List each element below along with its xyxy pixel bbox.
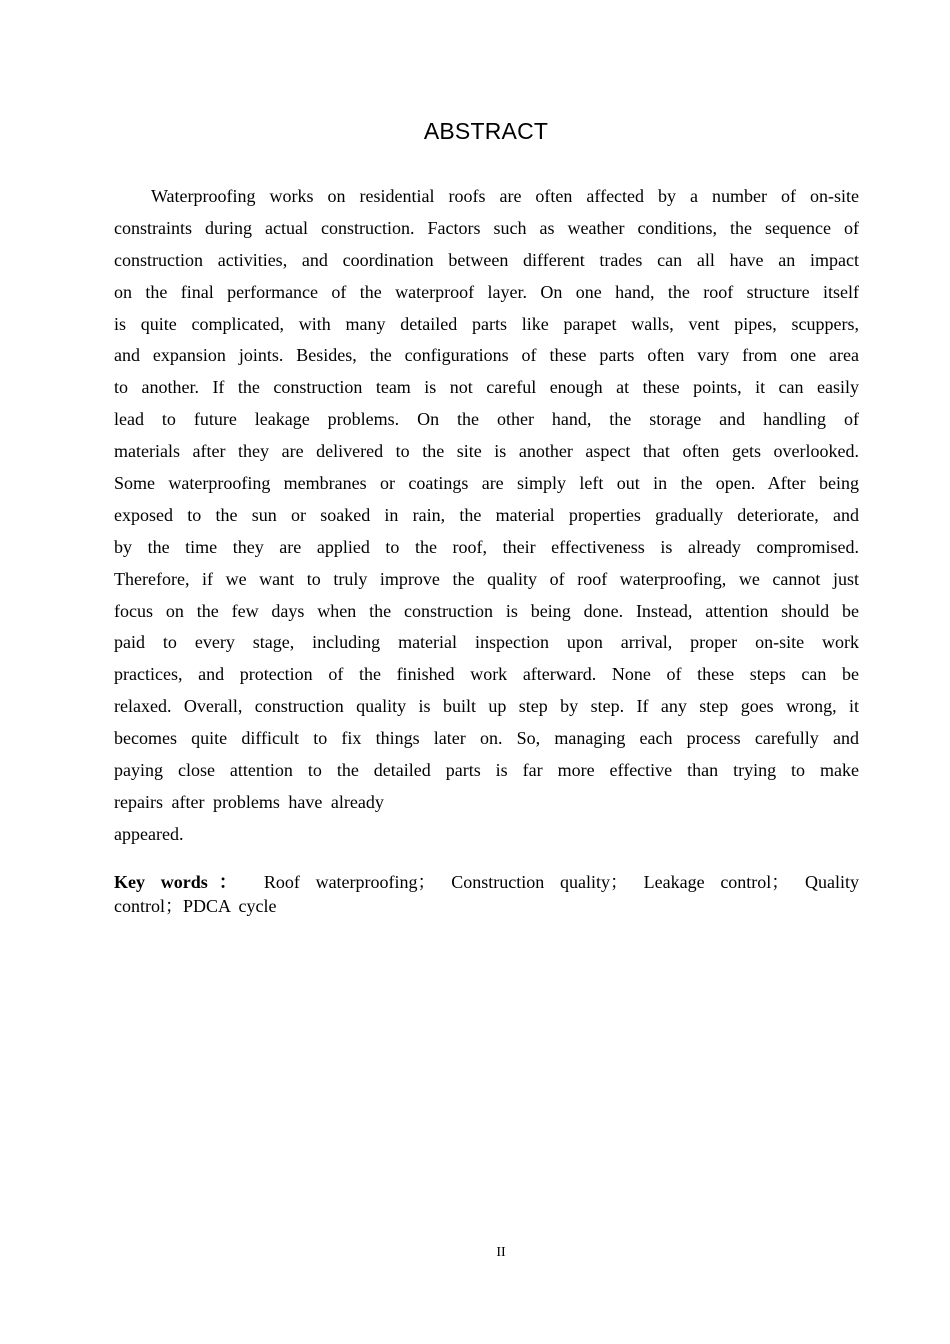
abstract-line: materials after they are delivered to the site is another aspect that often gets overlooked.	[114, 441, 859, 462]
page-number: II	[496, 1245, 506, 1260]
abstract-line: paid to every stage, including material inspection upon arrival, proper on-site work	[114, 632, 859, 653]
abstract-title: ABSTRACT	[423, 118, 549, 144]
keywords-block	[114, 870, 859, 918]
abstract-line: to another. If the construction team is not careful enough at these points, it can easily	[114, 377, 859, 398]
abstract-line: becomes quite difficult to fix things later on. So, managing each process carefully and	[114, 728, 859, 749]
abstract-line: constraints during actual construction. Factors such as weather conditions, the sequence of	[114, 217, 859, 238]
abstract-line: lead to future leakage problems. On the other hand, the storage and handling of	[114, 409, 859, 430]
abstract-line: and expansion joints. Besides, the configurations of these parts often vary from one area	[114, 345, 859, 366]
keywords-label: Key words：	[114, 872, 249, 892]
keywords-list: Roof waterproofing； Construction quality； Leakage control； Quality	[263, 872, 860, 892]
keywords-line	[114, 870, 859, 894]
abstract-line: repairs after problems have already	[114, 791, 384, 812]
keywords-line: control；PDCA cycle	[114, 896, 277, 916]
abstract-line: Some waterproofing membranes or coatings are simply left out in the open. After being	[114, 473, 859, 494]
abstract-line: is quite complicated, with many detailed parts like parapet walls, vent pipes, scuppers,	[114, 313, 859, 334]
abstract-line: practices, and protection of the finished work afterward. None of these steps can be	[114, 664, 859, 685]
abstract-line: exposed to the sun or soaked in rain, the material properties gradually deteriorate, and	[114, 504, 859, 525]
abstract-line: appeared.	[114, 823, 184, 844]
abstract-paragraph	[114, 181, 859, 851]
abstract-line: paying close attention to the detailed parts is far more effective than trying to make	[114, 760, 859, 781]
abstract-line: Waterproofing works on residential roofs are often affected by a number of on-site	[151, 186, 859, 206]
abstract-line: focus on the few days when the construction is being done. Instead, attention should be	[114, 600, 859, 621]
abstract-line: by the time they are applied to the roof, their effectiveness is already compromised.	[114, 536, 859, 557]
abstract-line: Therefore, if we want to truly improve the quality of roof waterproofing, we cannot just	[114, 568, 859, 589]
abstract-line: on the final performance of the waterproof layer. On one hand, the roof structure itself	[114, 281, 859, 302]
abstract-line: construction activities, and coordination between different trades can all have an impact	[114, 249, 859, 270]
abstract-line: relaxed. Overall, construction quality is built up step by step. If any step goes wrong, it	[114, 696, 859, 717]
